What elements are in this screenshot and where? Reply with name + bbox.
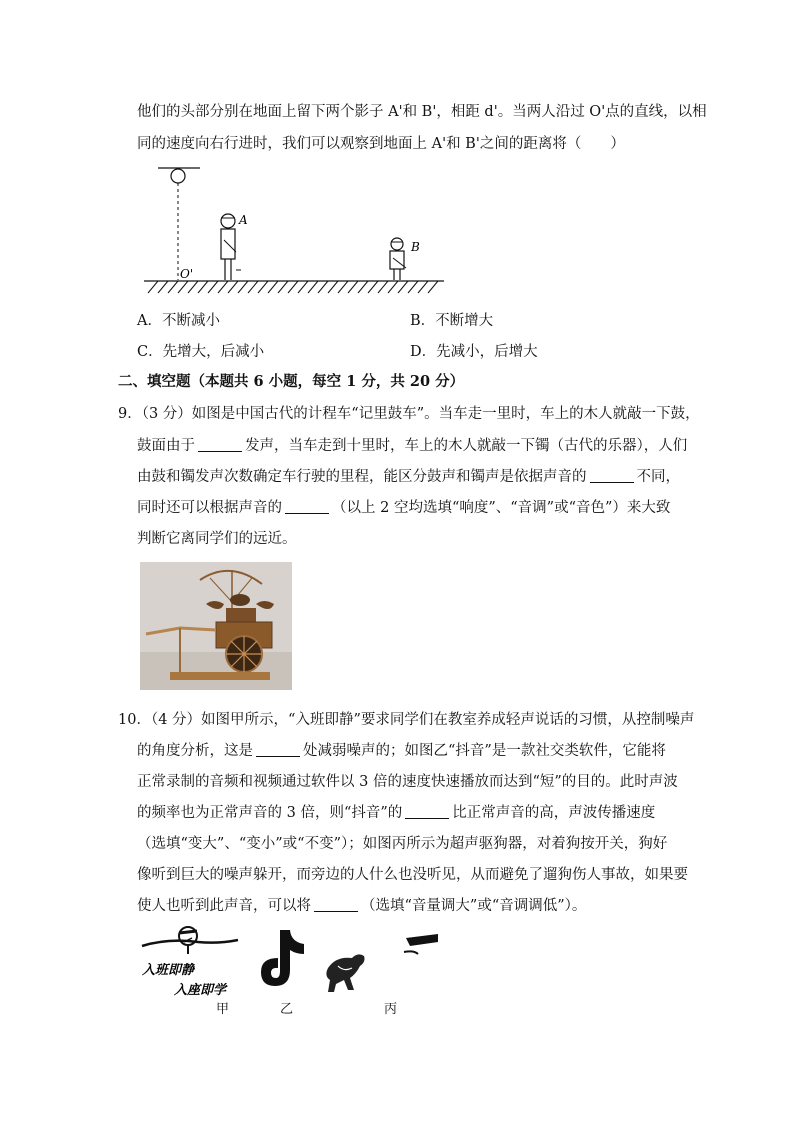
person-a-figure	[221, 214, 241, 280]
q8-text-line1: 他们的头部分别在地面上留下两个影子 A'和 B'，相距 d'。当两人沿过 O'点的直线，以相	[137, 104, 707, 120]
q10-line4-b: 比正常声音的高，声波传播速度	[452, 805, 656, 821]
q8-text-line2: 同的速度向右行进时，我们可以观察到地面上 A'和 B'之间的距离将（ ）	[137, 136, 625, 152]
q9-line5: 判断它离同学们的远近。	[137, 531, 297, 547]
q10-line2	[137, 741, 666, 761]
jia-slogan-1: 入班即静	[142, 963, 195, 978]
ground-hatch	[144, 281, 444, 293]
q8-shadow-figure	[140, 160, 450, 300]
q9-line4-a: 同时还可以根据声音的	[137, 500, 282, 516]
q9-blank-3[interactable]	[285, 499, 329, 514]
q9-blank-1[interactable]	[198, 437, 242, 452]
repeller-device-icon	[404, 934, 438, 954]
jia-slogan-2: 入座即学	[174, 983, 227, 998]
q10-line4	[137, 803, 655, 823]
q8-option-d[interactable]: D．先减小，后增大	[410, 344, 538, 360]
q10-line3: 正常录制的音频和视频通过软件以 3 倍的速度快速播放而达到“短”的目的。此时声波	[137, 774, 678, 790]
q9-line2	[137, 436, 687, 456]
figure-bing-dog-repeller	[322, 928, 444, 998]
dog-icon	[326, 954, 364, 992]
q8-option-a[interactable]: A．不断减小	[137, 313, 220, 329]
figure-jia-quiet-cartoon	[138, 920, 244, 1000]
q9-line4-b: （以上 2 空均选填“响度”、“音调”或“音色”）来大致	[332, 500, 671, 516]
q9-blank-2[interactable]	[590, 468, 634, 483]
q10-line6: 像听到巨大的噪声躲开，而旁边的人什么也没听见，从而避免了遛狗伤人事故，如果要	[137, 867, 688, 883]
q10-line1: 10．（4 分）如图甲所示，“入班即静”要求同学们在教室养成轻声说话的习惯，从控制噪声	[118, 712, 695, 728]
q10-line5: （选填“变大”、“变小”或“不变”）；如图丙所示为超声驱狗器，对着狗按开关，狗好	[137, 836, 668, 852]
q8-option-b[interactable]: B．不断增大	[410, 313, 494, 329]
person-b-figure	[390, 238, 406, 280]
q10-line2-b: 处减弱噪声的；如图乙“抖音”是一款社交类软件，它能将	[303, 743, 666, 759]
q9-line4	[137, 498, 670, 518]
label-a: A	[239, 213, 248, 227]
label-bing: 丙	[384, 1002, 398, 1017]
section-heading-fill-blanks: 二、填空题（本题共 6 小题，每空 1 分，共 20 分）	[118, 373, 465, 390]
label-o-prime: O'	[180, 267, 194, 281]
label-jia: 甲	[216, 1002, 230, 1017]
label-yi: 乙	[280, 1002, 294, 1017]
q10-line7-b: （选填“音量调大”或“音调调低”）。	[361, 898, 587, 914]
lamp-icon	[171, 169, 185, 183]
q9-line3-a: 由鼓和镯发声次数确定车行驶的里程，能区分鼓声和镯声是依据声音的	[137, 469, 587, 485]
q10-line4-a: 的频率也为正常声音的 3 倍，则“抖音”的	[137, 805, 403, 821]
q10-line7	[137, 896, 586, 916]
q9-line1: 9．（3 分）如图是中国古代的计程车“记里鼓车”。当车走一里时，车上的木人就敲一下鼓，	[118, 406, 700, 422]
q8-option-c[interactable]: C．先增大，后减小	[137, 344, 265, 360]
drum-carriage-photo	[140, 562, 292, 690]
q10-line7-a: 使人也听到此声音，可以将	[137, 898, 311, 914]
q9-line2-a: 鼓面由于	[137, 438, 195, 454]
q9-line2-b: 发声，当车走到十里时，车上的木人就敲一下镯（古代的乐器），人们	[245, 438, 688, 454]
q10-blank-3[interactable]	[314, 897, 358, 912]
q9-line3	[137, 467, 680, 487]
tiktok-logo-icon	[258, 926, 308, 990]
q10-blank-2[interactable]	[405, 804, 449, 819]
label-b: B	[411, 240, 420, 254]
q10-line2-a: 的角度分析，这是	[137, 743, 253, 759]
q10-blank-1[interactable]	[256, 742, 300, 757]
q9-line3-b: 不同，	[636, 469, 680, 485]
